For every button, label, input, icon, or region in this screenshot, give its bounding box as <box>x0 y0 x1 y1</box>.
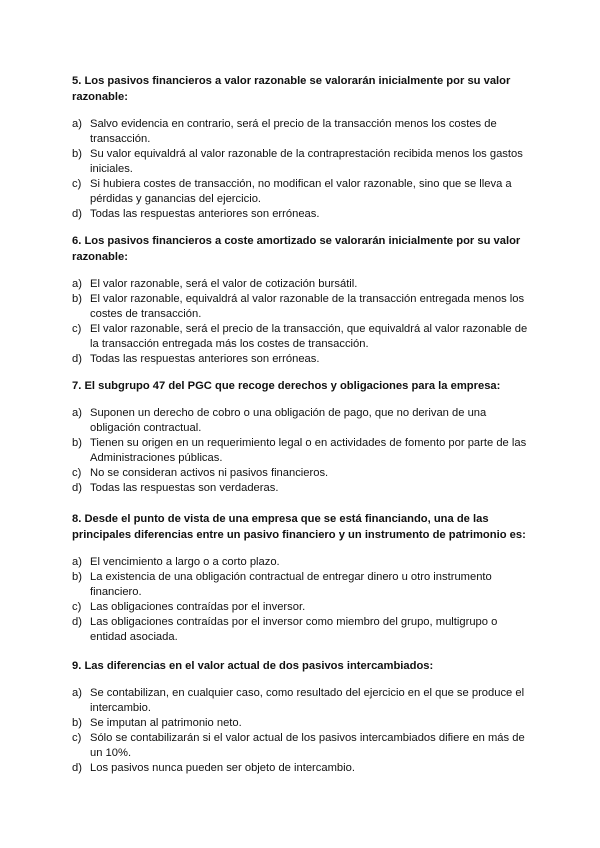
answer-options <box>72 406 532 496</box>
option-text: Todas las respuestas anteriores son erróneas. <box>90 353 320 365</box>
question-title: 6. Los pasivos financieros a coste amortizado se valorarán inicialmente por su valor razonable: <box>72 235 521 263</box>
answer-option-b <box>72 292 532 322</box>
answer-option-c <box>72 322 532 352</box>
answer-option-a <box>72 406 532 436</box>
question-title: 5. Los pasivos financieros a valor razonable se valorarán inicialmente por su valor razonable: <box>72 75 511 103</box>
answer-options <box>72 555 532 645</box>
option-text: Todas las respuestas anteriores son erróneas. <box>90 208 320 220</box>
option-text: No se consideran activos ni pasivos financieros. <box>90 467 329 479</box>
option-letter: c) <box>72 732 82 744</box>
option-text: Salvo evidencia en contrario, será el precio de la transacción menos los costes de transacción. <box>90 118 497 145</box>
option-letter: d) <box>72 353 82 365</box>
option-text: Las obligaciones contraídas por el inversor como miembro del grupo, multigrupo o entidad asociada. <box>90 616 498 643</box>
option-text: El valor razonable, equivaldrá al valor razonable de la transacción entregada menos los costes de transacción. <box>90 293 525 320</box>
answer-option-a <box>72 277 532 292</box>
question-9 <box>72 658 532 776</box>
answer-option-b <box>72 716 532 731</box>
option-text: Sólo se contabilizarán si el valor actual de los pasivos intercambiados difiere en más de un 10%. <box>90 732 525 759</box>
option-letter: b) <box>72 437 82 449</box>
question-7 <box>72 378 532 496</box>
option-text: El valor razonable, será el precio de la transacción, que equivaldrá al valor razonable de la transacción entregada más los costes de transacción. <box>90 323 528 350</box>
option-letter: a) <box>72 407 82 419</box>
answer-option-a <box>72 555 532 570</box>
answer-option-a <box>72 686 532 716</box>
answer-option-d <box>72 761 532 776</box>
answer-options <box>72 686 532 776</box>
option-letter: b) <box>72 571 82 583</box>
option-text: Los pasivos nunca pueden ser objeto de intercambio. <box>90 762 355 774</box>
option-letter: a) <box>72 118 82 130</box>
option-letter: d) <box>72 616 82 628</box>
option-text: Tienen su origen en un requerimiento legal o en actividades de fomento por parte de las Administraciones públicas. <box>90 437 527 464</box>
option-letter: d) <box>72 762 82 774</box>
option-text: Todas las respuestas son verdaderas. <box>90 482 279 494</box>
answer-option-c <box>72 466 532 481</box>
option-letter: c) <box>72 467 82 479</box>
option-letter: a) <box>72 556 82 568</box>
option-letter: b) <box>72 148 82 160</box>
answer-option-d <box>72 352 532 367</box>
question-title: 8. Desde el punto de vista de una empresa que se está financiando, una de las principales diferencias entre un pasivo financiero y un instrumento de patrimonio es: <box>72 513 526 541</box>
answer-option-b <box>72 147 532 177</box>
option-letter: b) <box>72 717 82 729</box>
answer-option-d <box>72 615 532 645</box>
option-text: Su valor equivaldrá al valor razonable de la contraprestación recibida menos los gastos iniciales. <box>90 148 523 175</box>
option-letter: c) <box>72 601 82 613</box>
option-text: Las obligaciones contraídas por el inversor. <box>90 601 306 613</box>
question-title: 9. Las diferencias en el valor actual de dos pasivos intercambiados: <box>72 660 434 672</box>
option-text: Suponen un derecho de cobro o una obligación de pago, que no derivan de una obligación contractual. <box>90 407 487 434</box>
option-text: El vencimiento a largo o a corto plazo. <box>90 556 280 568</box>
option-text: La existencia de una obligación contractual de entregar dinero u otro instrumento financiero. <box>90 571 492 598</box>
option-letter: c) <box>72 178 82 190</box>
answer-option-b <box>72 436 532 466</box>
answer-option-a <box>72 117 532 147</box>
question-8 <box>72 511 532 645</box>
option-text: Si hubiera costes de transacción, no modifican el valor razonable, sino que se lleva a pérdidas y ganancias del ejercicio. <box>90 178 512 205</box>
answer-option-d <box>72 207 532 222</box>
question-6 <box>72 233 532 367</box>
option-letter: a) <box>72 278 82 290</box>
answer-option-c <box>72 731 532 761</box>
option-letter: c) <box>72 323 82 335</box>
option-letter: d) <box>72 208 82 220</box>
question-title: 7. El subgrupo 47 del PGC que recoge derechos y obligaciones para la empresa: <box>72 380 501 392</box>
option-text: Se contabilizan, en cualquier caso, como resultado del ejercicio en el que se produce el intercambio. <box>90 687 525 714</box>
option-letter: d) <box>72 482 82 494</box>
option-text: Se imputan al patrimonio neto. <box>90 717 242 729</box>
option-text: El valor razonable, será el valor de cotización bursátil. <box>90 278 358 290</box>
answer-option-b <box>72 570 532 600</box>
option-letter: a) <box>72 687 82 699</box>
answer-option-c <box>72 600 532 615</box>
answer-options <box>72 277 532 367</box>
option-letter: b) <box>72 293 82 305</box>
question-5 <box>72 73 532 222</box>
answer-options <box>72 117 532 222</box>
answer-option-d <box>72 481 532 496</box>
answer-option-c <box>72 177 532 207</box>
